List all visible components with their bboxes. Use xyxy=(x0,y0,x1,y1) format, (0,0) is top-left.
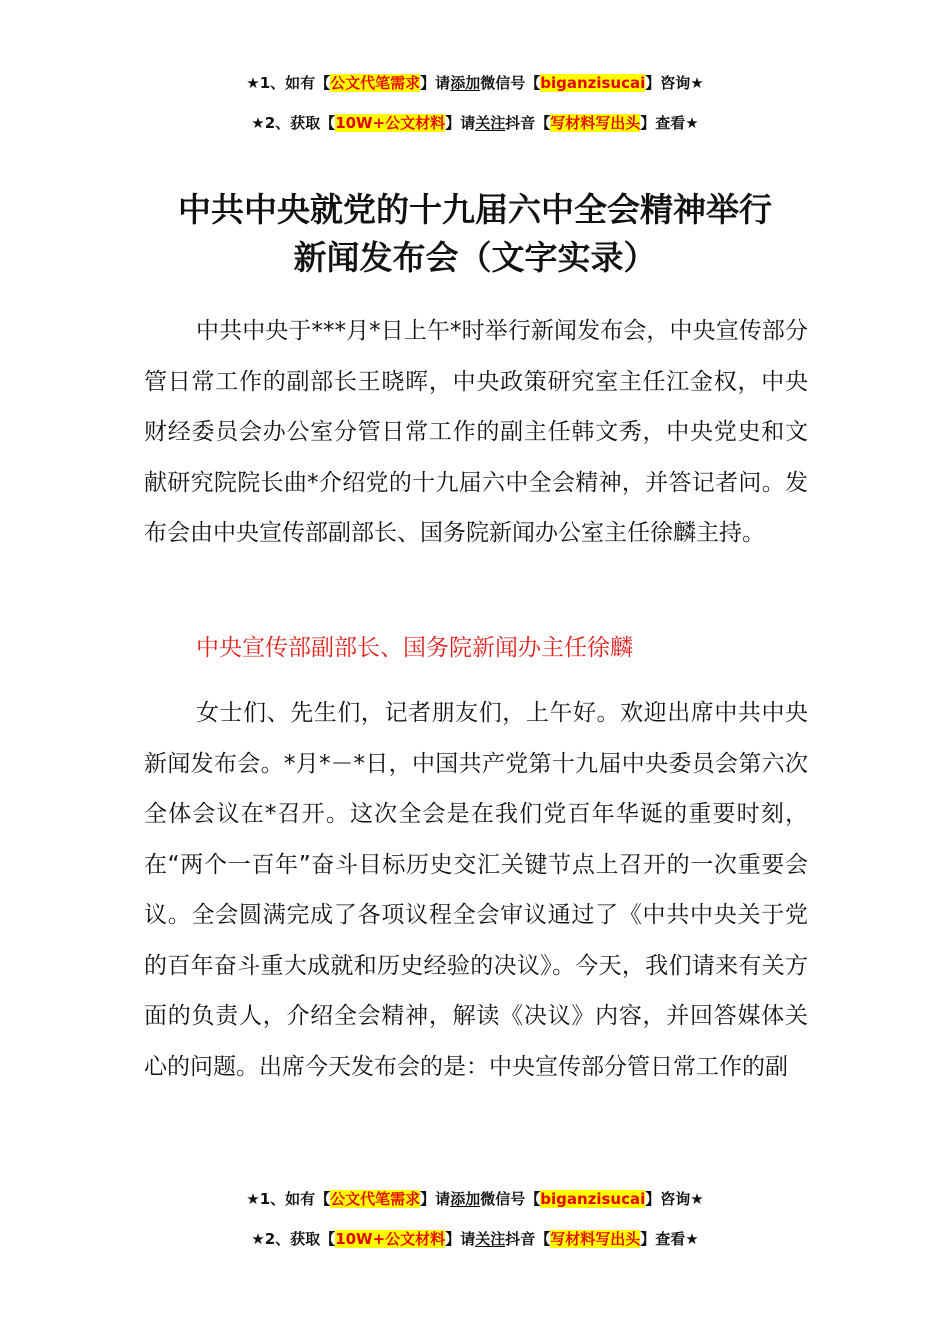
banner-highlight-service: 公文代笔需求 xyxy=(330,1190,421,1208)
banner-prefix: ★2、获取【 xyxy=(251,114,336,132)
document-title-line-2: 新闻发布会（文字实录） xyxy=(293,238,657,277)
banner-prefix: ★1、如有【 xyxy=(246,1190,331,1208)
banner-text: 微信号【 xyxy=(480,74,541,92)
top-banner-line-1 xyxy=(0,72,950,93)
banner-emphasis: 添加 xyxy=(450,74,481,92)
banner-emphasis: 关注 xyxy=(475,114,506,132)
banner-highlight-wechat-id: biganzisucai xyxy=(540,1190,646,1208)
banner-suffix: 】咨询★ xyxy=(645,74,704,92)
speech-paragraph: 女士们、先生们，记者朋友们，上午好。欢迎出席中共中央新闻发布会。*月*－*日，中国共产党第十九届中央委员会第六次全体会议在*召开。这次全会是在我们党百年华诞的重要时刻，在“两个一百年”奋斗目标历史交汇关键节点上召开的一次重要会议。全会圆满完成了各项议程全会审议通过了《中共中央关于党的百年奋斗重大成就和历史经验的决议》。今天，我们请来有关方面的负责人，介绍全会精神，解读《决议》内容，并回答媒体关心的问题。出席今天发布会的是：中央宣传部分管日常工作的副 xyxy=(144,700,808,1080)
banner-emphasis: 添加 xyxy=(450,1190,481,1208)
intro-paragraph: 中共中央于***月*日上午*时举行新闻发布会，中央宣传部分管日常工作的副部长王晓晖，中央政策研究室主任江金权，中央财经委员会办公室分管日常工作的副主任韩文秀，中央党史和文献研究院院长曲*介绍党的十九届六中全会精神，并答记者问。发布会由中央宣传部副部长、国务院新闻办公室主任徐麟主持。 xyxy=(144,318,808,546)
banner-highlight-materials: 10W+公文材料 xyxy=(335,114,446,132)
banner-suffix: 】查看★ xyxy=(640,114,699,132)
banner-text: 抖音【 xyxy=(505,1230,551,1248)
banner-emphasis: 关注 xyxy=(475,1230,506,1248)
banner-text: 】请 xyxy=(420,74,451,92)
banner-highlight-wechat-id: biganzisucai xyxy=(540,74,646,92)
banner-text: 】请 xyxy=(445,1230,476,1248)
banner-suffix: 】咨询★ xyxy=(645,1190,704,1208)
bottom-banner-line-2 xyxy=(0,1228,950,1249)
speaker-heading: 中央宣传部副部长、国务院新闻办主任徐麟 xyxy=(196,635,633,661)
top-banner-line-2 xyxy=(0,112,950,133)
banner-text: 】请 xyxy=(445,114,476,132)
banner-prefix: ★1、如有【 xyxy=(246,74,331,92)
bottom-banner-line-1 xyxy=(0,1188,950,1209)
banner-highlight-materials: 10W+公文材料 xyxy=(335,1230,446,1248)
banner-highlight-douyin: 写材料写出头 xyxy=(550,1230,641,1248)
banner-suffix: 】查看★ xyxy=(640,1230,699,1248)
banner-text: 抖音【 xyxy=(505,114,551,132)
banner-highlight-service: 公文代笔需求 xyxy=(330,74,421,92)
document-title-line-1: 中共中央就党的十九届六中全会精神举行 xyxy=(178,190,772,229)
banner-text: 】请 xyxy=(420,1190,451,1208)
banner-highlight-douyin: 写材料写出头 xyxy=(550,114,641,132)
banner-prefix: ★2、获取【 xyxy=(251,1230,336,1248)
banner-text: 微信号【 xyxy=(480,1190,541,1208)
